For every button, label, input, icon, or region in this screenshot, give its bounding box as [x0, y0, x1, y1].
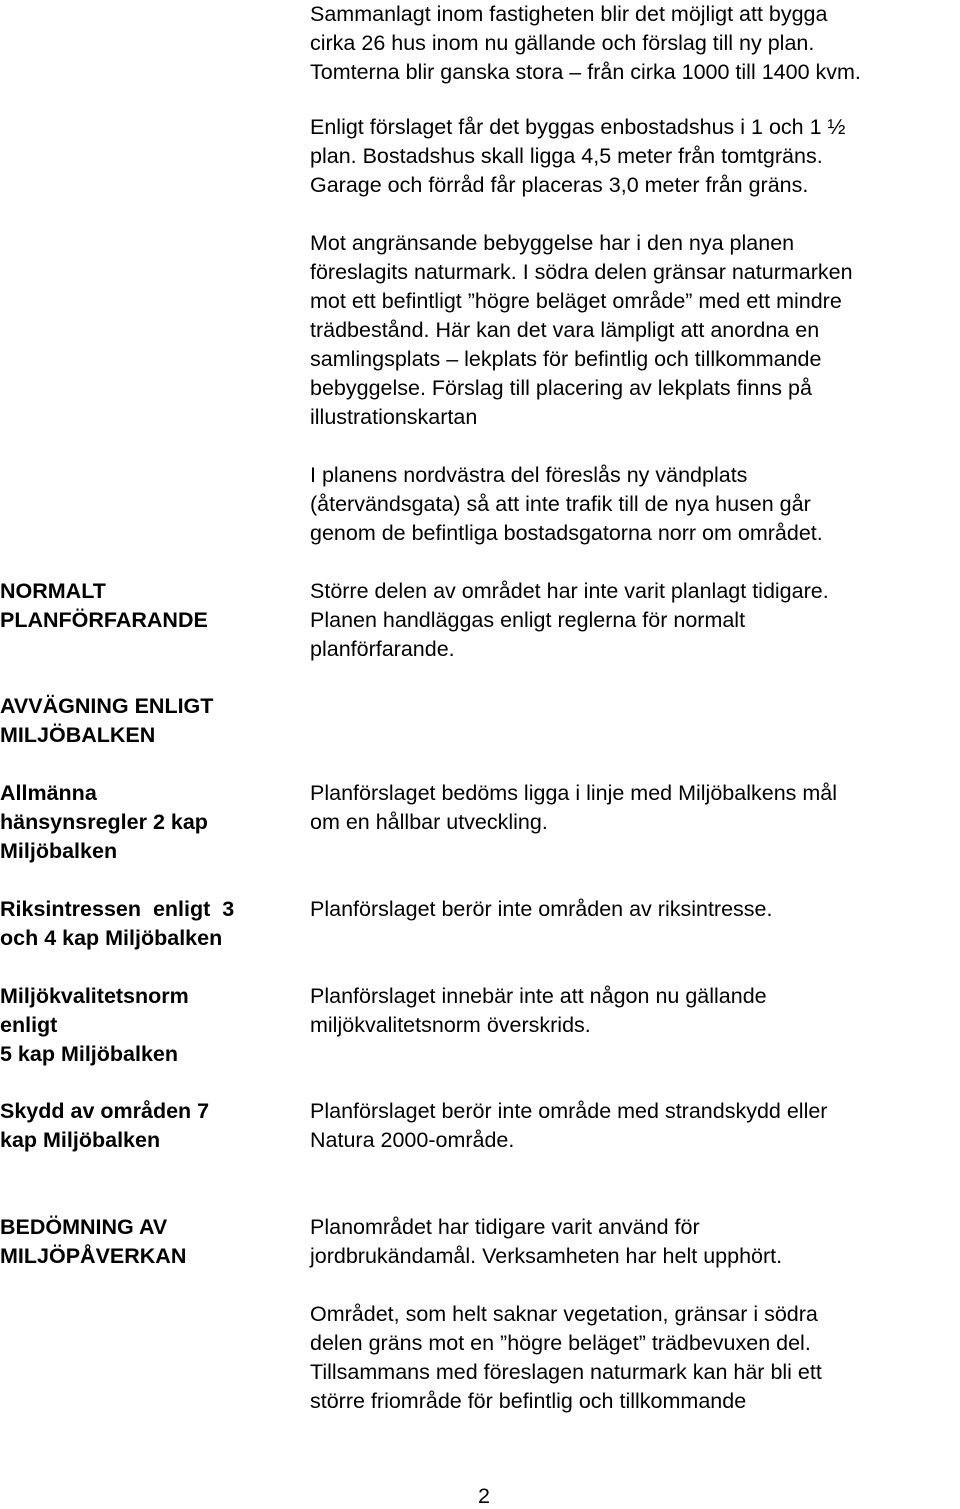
paragraph-protected-areas — [310, 1097, 950, 1155]
text-line: Området, som helt saknar vegetation, gränsar i södra — [310, 1302, 818, 1326]
text-line: plan. Bostadshus skall ligga 4,5 meter från tomtgräns. — [310, 144, 823, 168]
text-line: Mot angränsande bebyggelse har i den nya planen — [310, 231, 795, 255]
heading-general-rules — [0, 779, 290, 866]
paragraph-natural-land — [310, 229, 950, 432]
text-line: genom de befintliga bostadsgatorna norr om området. — [310, 521, 823, 545]
heading-environmental-code-assessment — [0, 692, 290, 750]
paragraph-building-rules — [310, 113, 950, 200]
heading-line: Miljökvalitetsnorm — [0, 984, 189, 1008]
heading-line: MILJÖBALKEN — [0, 723, 156, 747]
heading-line: MILJÖPÅVERKAN — [0, 1244, 187, 1268]
text-line: Natura 2000-område. — [310, 1128, 515, 1152]
text-line: illustrationskartan — [310, 405, 478, 429]
text-line: Tomterna blir ganska stora – från cirka 1000 till 1400 kvm. — [310, 60, 861, 84]
text-line: Tillsammans med föreslagen naturmark kan här bli ett — [310, 1360, 822, 1384]
heading-environmental-norm — [0, 982, 290, 1069]
heading-line: PLANFÖRFARANDE — [0, 608, 208, 632]
text-line: föreslagits naturmark. I södra delen gränsar naturmarken — [310, 260, 853, 284]
text-line: Garage och förråd får placeras 3,0 meter från gräns. — [310, 173, 809, 197]
heading-line: hänsynsregler 2 kap — [0, 810, 208, 834]
heading-protected-areas — [0, 1097, 290, 1155]
text-line: trädbestånd. Här kan det vara lämpligt att anordna en — [310, 318, 820, 342]
heading-line: Miljöbalken — [0, 839, 118, 863]
heading-line: enligt — [0, 1013, 58, 1037]
text-line: Större delen av området har inte varit planlagt tidigare. — [310, 579, 829, 603]
heading-impact-assessment — [0, 1213, 290, 1271]
heading-line: BEDÖMNING AV — [0, 1215, 168, 1239]
text-line: större friområde för befintlig och tillkommande — [310, 1389, 747, 1413]
text-line: Enligt förslaget får det byggas enbostadshus i 1 och 1 ½ — [310, 115, 846, 139]
paragraph-turning-area — [310, 461, 950, 548]
text-line: Planområdet har tidigare varit använd för — [310, 1215, 700, 1239]
paragraph-building-capacity — [310, 0, 950, 87]
text-line: I planens nordvästra del föreslås ny vändplats — [310, 463, 748, 487]
text-line: samlingsplats – lekplats för befintlig och tillkommande — [310, 347, 822, 371]
text-line: planförfarande. — [310, 637, 455, 661]
paragraph-environmental-norm — [310, 982, 950, 1040]
text-line: Planen handläggas enligt reglerna för normalt — [310, 608, 746, 632]
text-line: cirka 26 hus inom nu gällande och förslag till ny plan. — [310, 31, 815, 55]
heading-line: kap Miljöbalken — [0, 1128, 161, 1152]
heading-line: Allmänna — [0, 781, 97, 805]
paragraph-planning-procedure — [310, 577, 950, 664]
heading-line: 5 kap Miljöbalken — [0, 1042, 179, 1066]
heading-national-interests — [0, 895, 290, 953]
paragraph-general-rules — [310, 779, 950, 837]
text-line: miljökvalitetsnorm överskrids. — [310, 1013, 591, 1037]
text-line: mot ett befintligt ”högre beläget område” med ett mindre — [310, 289, 842, 313]
paragraph-vegetation — [310, 1300, 950, 1416]
text-line: Sammanlagt inom fastigheten blir det möjligt att bygga — [310, 2, 828, 26]
heading-normal-procedure — [0, 577, 290, 635]
page-number: 2 — [478, 1484, 490, 1508]
text-line: Planförslaget bedöms ligga i linje med Miljöbalkens mål — [310, 781, 838, 805]
heading-line: Skydd av områden 7 — [0, 1099, 210, 1123]
text-line: Planförslaget berör inte område med strandskydd eller — [310, 1099, 828, 1123]
heading-line: Riksintressen enligt 3 — [0, 897, 235, 921]
text-line: delen gräns mot en ”högre beläget” trädbevuxen del. — [310, 1331, 811, 1355]
heading-line: och 4 kap Miljöbalken — [0, 926, 223, 950]
text-line: (återvändsgata) så att inte trafik till de nya husen går — [310, 492, 811, 516]
heading-line: NORMALT — [0, 579, 106, 603]
text-line: Planförslaget innebär inte att någon nu gällande — [310, 984, 767, 1008]
text-line: om en hållbar utveckling. — [310, 810, 548, 834]
paragraph-previous-use — [310, 1213, 950, 1271]
paragraph-national-interests — [310, 895, 950, 924]
heading-line: AVVÄGNING ENLIGT — [0, 694, 214, 718]
text-line: bebyggelse. Förslag till placering av lekplats finns på — [310, 376, 812, 400]
text-line: jordbrukändamål. Verksamheten har helt upphört. — [310, 1244, 783, 1268]
text-line: Planförslaget berör inte områden av riksintresse. — [310, 897, 773, 921]
